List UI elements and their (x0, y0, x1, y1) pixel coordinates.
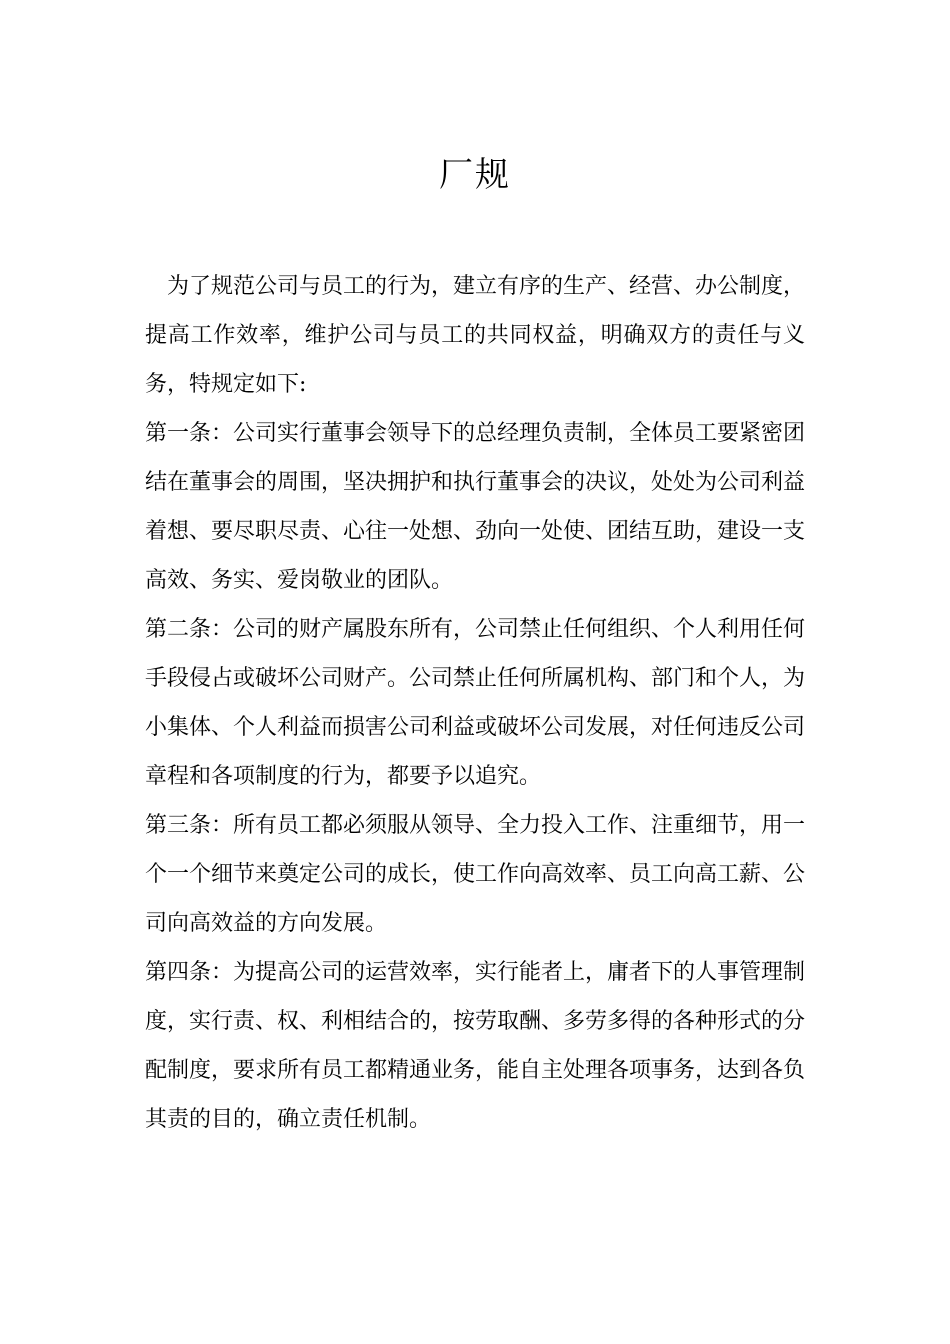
article-4-paragraph: 第四条：为提高公司的运营效率，实行能者上，庸者下的人事管理制度，实行责、权、利相结合的，按劳取酬、多劳多得的各种形式的分配制度，要求所有员工都精通业务，能自主处理各项事务，达到各负其责的目的，确立责任机制。 (145, 960, 806, 1132)
article-1-paragraph: 第一条：公司实行董事会领导下的总经理负责制，全体员工要紧密团结在董事会的周围，坚决拥护和执行董事会的决议，处处为公司利益着想、要尽职尽责、心往一处想、劲向一处使、团结互助，建设一支高效、务实、爱岗敬业的团队。 (145, 421, 806, 593)
article-3-paragraph: 第三条：所有员工都必须服从领导、全力投入工作、注重细节，用一个一个细节来奠定公司的成长，使工作向高效率、员工向高工薪、公司向高效益的方向发展。 (145, 813, 806, 936)
intro-paragraph: 为了规范公司与员工的行为，建立有序的生产、经营、办公制度，提高工作效率，维护公司与员工的共同权益，明确双方的责任与义务，特规定如下: (145, 274, 806, 397)
document-body (145, 262, 805, 1144)
document-title: 厂规 (439, 155, 511, 195)
article-2-paragraph: 第二条：公司的财产属股东所有，公司禁止任何组织、个人利用任何手段侵占或破坏公司财产。公司禁止任何所属机构、部门和个人，为小集体、个人利益而损害公司利益或破坏公司发展，对任何违反公司章程和各项制度的行为，都要予以追究。 (145, 617, 806, 789)
